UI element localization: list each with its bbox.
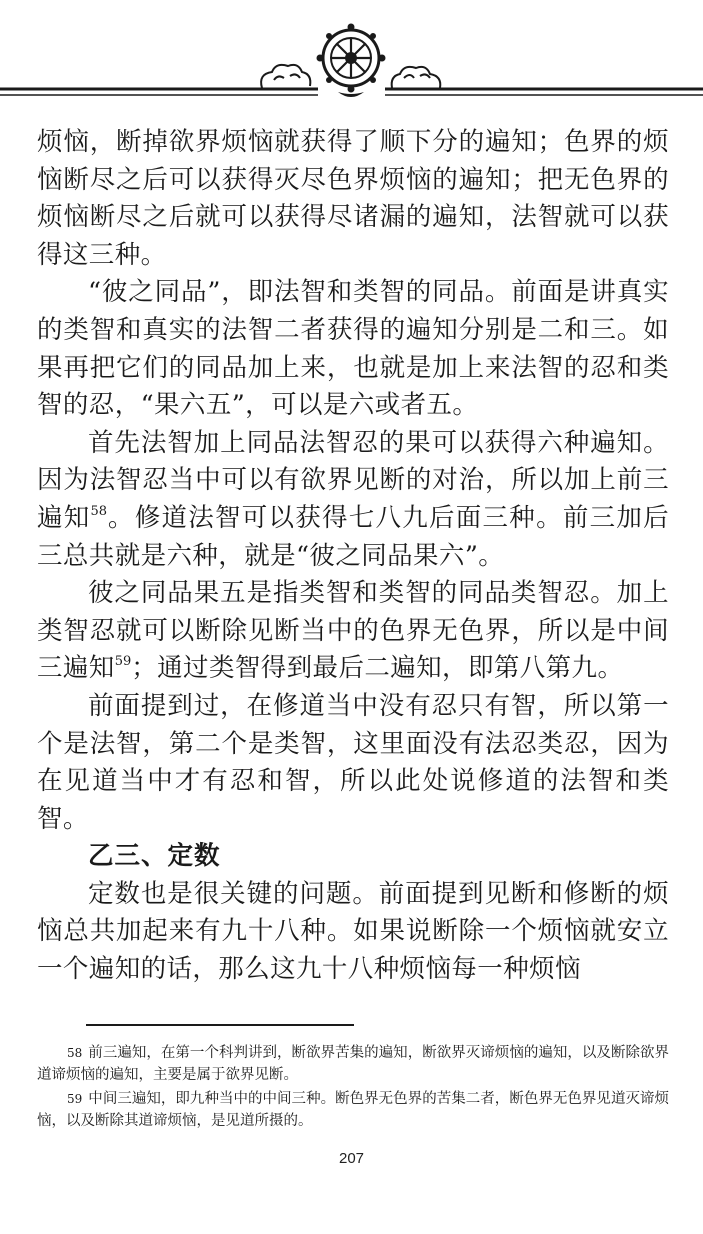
paragraph	[37, 575, 669, 688]
footnote-text: 前三遍知，在第一个科判讲到，断欲界苦集的遍知，断欲界灭谛烦恼的遍知，以及断除欲界道谛烦恼的遍知，主要是属于欲界见断。	[37, 1045, 669, 1083]
cloud-ornament-left-icon	[261, 65, 310, 88]
footnote-divider	[86, 1024, 354, 1026]
footnote-number: 58	[67, 1046, 83, 1060]
header-ornament	[0, 0, 703, 110]
footnote-number: 59	[67, 1092, 83, 1106]
body-text	[37, 124, 669, 989]
paragraph-text: 首先法智加上同品法智忍的果可以获得六种遍知。因为法智忍当中可以有欲界见断的对治，所以加上前三遍知	[37, 427, 669, 533]
footnote-ref-58[interactable]: 58	[90, 503, 108, 519]
paragraph-text: 。修道法智可以获得七八九后面三种。前三加后三总共就是六种，就是“彼之同品果六”。	[37, 502, 669, 571]
section-heading: 乙三、定数	[88, 841, 221, 872]
paragraph: 前面提到过，在修道当中没有忍只有智，所以第一个是法智，第二个是类智，这里面没有法忍类忍，因为在见道当中才有忍和智，所以此处说修道的法智和类智。	[37, 690, 669, 834]
footnote-ref-59[interactable]: 59	[114, 654, 132, 670]
footnotes	[37, 1042, 669, 1134]
dharma-wheel-icon	[317, 24, 386, 98]
paragraph: 定数也是很关键的问题。前面提到见断和修断的烦恼总共加起来有九十八种。如果说断除一个烦恼就安立一个遍知的话，那么这九十八种烦恼每一种烦恼	[37, 878, 669, 985]
page-number: 207	[338, 1150, 365, 1167]
footnote-58	[37, 1042, 669, 1086]
paragraph-text: 彼之同品果五是指类智和类智的同品类智忍。加上类智忍就可以断除见断当中的色界无色界，所以是中间三遍知	[37, 578, 669, 684]
footnote-59	[37, 1088, 669, 1132]
footnote-text: 中间三遍知，即九种当中的中间三种。断色界无色界的苦集二者，断色界无色界见道灭谛烦恼，以及断除其道谛烦恼，是见道所摄的。	[37, 1091, 669, 1129]
cloud-ornament-right-icon	[392, 67, 441, 88]
page-header	[0, 0, 703, 110]
paragraph: “彼之同品”，即法智和类智的同品。前面是讲真实的类智和真实的法智二者获得的遍知分别是二和三。如果再把它们的同品加上来，也就是加上来法智的忍和类智的忍，“果六五”，可以是六或者五。	[37, 277, 669, 421]
paragraph-text: ；通过类智得到最后二遍知，即第八第九。	[131, 653, 624, 684]
paragraph	[37, 425, 669, 575]
paragraph: 烦恼，断掉欲界烦恼就获得了顺下分的遍知；色界的烦恼断尽之后可以获得灭尽色界烦恼的遍知；把无色界的烦恼断尽之后就可以获得尽诸漏的遍知，法智就可以获得这三种。	[37, 127, 669, 270]
